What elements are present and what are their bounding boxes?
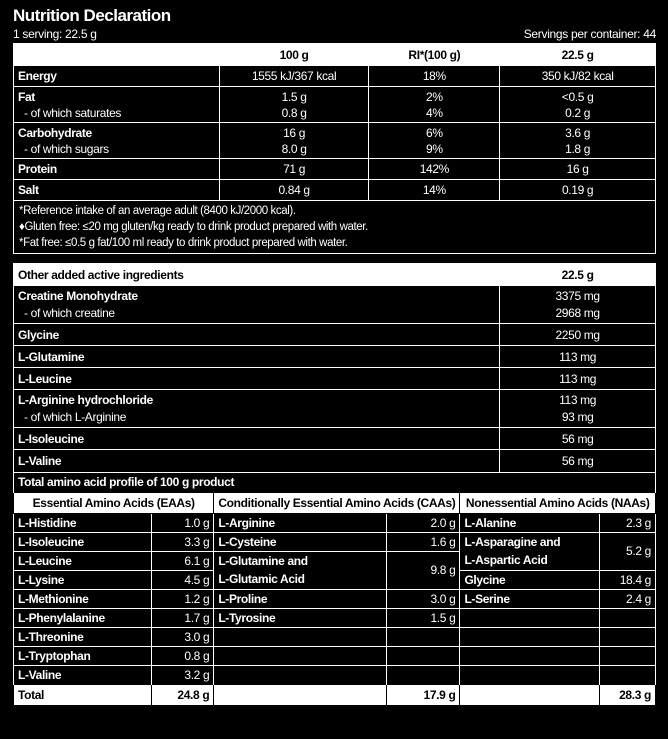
nutrition-cell <box>369 87 500 123</box>
naa-name: Glycine <box>460 570 600 589</box>
eaa-header: Essential Amino Acids (EAAs) <box>14 492 214 513</box>
footnotes <box>13 201 656 254</box>
empty-cell <box>387 646 460 665</box>
caa-name: L-Arginine <box>214 513 387 532</box>
caa-value: 9.8 g <box>387 551 460 589</box>
empty-cell <box>600 627 656 646</box>
active-sub-name: - of which creatine <box>24 305 115 320</box>
naa-value: 2.4 g <box>600 589 656 608</box>
amino-title-row <box>14 472 656 492</box>
active-name: L-Valine <box>14 450 500 472</box>
caa-name: L-Glutamine and <box>214 551 387 570</box>
naa-name: L-Serine <box>460 589 600 608</box>
active-value: 113 mg <box>500 368 656 390</box>
total-label: Total <box>14 684 152 705</box>
active-name: L-Arginine hydrochloride <box>18 392 153 407</box>
caa-name: L-Proline <box>214 589 387 608</box>
nutrition-header-1: 100 g <box>219 44 369 66</box>
nutrition-value: 1555 kJ/367 kcal <box>219 66 369 87</box>
naa-name: L-Aspartic Acid <box>460 551 600 570</box>
naa-value: 5.2 g <box>600 532 656 570</box>
active-header-label: Other added active ingredients <box>14 264 500 286</box>
eaa-value: 1.0 g <box>151 513 213 532</box>
nutrition-sub-value: 9% <box>426 141 443 156</box>
active-name-cell <box>14 390 500 428</box>
footnote: *Fat free: ≤0.5 g fat/100 ml ready to drink product prepared with water. <box>19 237 348 249</box>
active-row <box>14 346 656 368</box>
active-header-col: 22.5 g <box>500 264 656 286</box>
active-sub-value: 93 mg <box>561 409 594 424</box>
nutrition-row <box>14 87 656 123</box>
servings-per-container: Servings per container: 44 <box>523 27 656 41</box>
naa-name: L-Asparagine and <box>460 532 600 551</box>
naa-name: L-Alanine <box>460 513 600 532</box>
nutrition-cell <box>500 123 656 159</box>
nutrition-header-0 <box>14 44 220 66</box>
active-name: Glycine <box>14 324 500 346</box>
nutrition-name: Carbohydrate <box>18 125 92 140</box>
active-name: L-Isoleucine <box>14 428 500 450</box>
nutrition-value: 18% <box>369 66 500 87</box>
amino-row <box>14 532 656 551</box>
amino-row <box>14 551 656 570</box>
caa-header: Conditionally Essential Amino Acids (CAAs) <box>214 492 460 513</box>
eaa-value: 3.0 g <box>151 627 213 646</box>
eaa-total: 24.8 g <box>151 684 213 705</box>
amino-acid-table <box>13 472 656 706</box>
empty-cell <box>460 627 600 646</box>
nutrition-header-row <box>14 44 656 66</box>
eaa-name: L-Leucine <box>14 551 152 570</box>
empty-cell <box>214 646 387 665</box>
active-name: L-Glutamine <box>14 346 500 368</box>
active-name: Creatine Monohydrate <box>18 288 138 303</box>
footnote: *Reference intake of an average adult (8400 kJ/2000 kcal). <box>19 205 296 217</box>
eaa-name: L-Valine <box>14 665 152 684</box>
footnote: ♦Gluten free: ≤20 mg gluten/kg ready to drink product prepared with water. <box>19 221 368 233</box>
amino-header-row <box>14 492 656 513</box>
caa-name: L-Tyrosine <box>214 608 387 627</box>
naa-value: 18.4 g <box>600 570 656 589</box>
caa-total: 17.9 g <box>387 684 460 705</box>
eaa-name: L-Threonine <box>14 627 152 646</box>
eaa-value: 0.8 g <box>151 646 213 665</box>
nutrition-name-cell <box>14 87 220 123</box>
eaa-name: L-Isoleucine <box>14 532 152 551</box>
caa-value: 1.6 g <box>387 532 460 551</box>
active-name-cell <box>14 286 500 324</box>
nutrition-value: 3.6 g <box>565 125 591 140</box>
active-row <box>14 450 656 472</box>
amino-row <box>14 665 656 684</box>
nutrition-row <box>14 159 656 180</box>
eaa-value: 3.2 g <box>151 665 213 684</box>
nutrition-header-3: 22.5 g <box>500 44 656 66</box>
nutrition-header-2: RI*(100 g) <box>369 44 500 66</box>
active-row <box>14 390 656 428</box>
nutrition-cell <box>500 87 656 123</box>
nutrition-sub-value: 1.8 g <box>565 141 591 156</box>
eaa-value: 3.3 g <box>151 532 213 551</box>
caa-value: 1.5 g <box>387 608 460 627</box>
naa-header: Nonessential Amino Acids (NAAs) <box>460 492 656 513</box>
naa-total: 28.3 g <box>600 684 656 705</box>
nutrition-value: <0.5 g <box>561 89 594 104</box>
eaa-name: L-Tryptophan <box>14 646 152 665</box>
active-row <box>14 324 656 346</box>
serving-size: 1 serving: 22.5 g <box>13 27 97 41</box>
eaa-name: L-Methionine <box>14 589 152 608</box>
naa-value: 2.3 g <box>600 513 656 532</box>
amino-total-row <box>14 684 656 705</box>
amino-row <box>14 513 656 532</box>
caa-name: L-Cysteine <box>214 532 387 551</box>
nutrition-value: 0.19 g <box>500 180 656 201</box>
eaa-value: 1.7 g <box>151 608 213 627</box>
nutrition-value: 2% <box>426 89 443 104</box>
nutrition-name: Energy <box>14 66 220 87</box>
nutrition-sub-value: 4% <box>426 105 443 120</box>
amino-row <box>14 570 656 589</box>
active-value-cell <box>500 390 656 428</box>
nutrition-sub-value: 0.8 g <box>281 105 307 120</box>
nutrition-value: 0.84 g <box>219 180 369 201</box>
nutrition-name-cell <box>14 123 220 159</box>
caa-value: 2.0 g <box>387 513 460 532</box>
eaa-name: L-Phenylalanine <box>14 608 152 627</box>
eaa-value: 1.2 g <box>151 589 213 608</box>
nutrition-sub-value: 8.0 g <box>281 141 307 156</box>
active-value: 113 mg <box>559 392 597 407</box>
active-sub-name: - of which L-Arginine <box>24 409 127 424</box>
active-row <box>14 286 656 324</box>
active-value: 2250 mg <box>500 324 656 346</box>
nutrition-cell <box>219 123 369 159</box>
nutrition-row <box>14 66 656 87</box>
nutrition-table <box>13 43 656 201</box>
active-row <box>14 368 656 390</box>
page-title: Nutrition Declaration <box>13 6 171 25</box>
amino-title: Total amino acid profile of 100 g product <box>14 472 656 492</box>
nutrition-value: 71 g <box>219 159 369 180</box>
nutrition-value: 16 g <box>500 159 656 180</box>
amino-row <box>14 589 656 608</box>
active-sub-value: 2968 mg <box>555 305 600 320</box>
active-value: 3375 mg <box>555 288 600 303</box>
empty-cell <box>460 608 600 627</box>
nutrition-name: Protein <box>14 159 220 180</box>
nutrition-sub-name: - of which saturates <box>24 105 122 120</box>
active-value-cell <box>500 286 656 324</box>
empty-cell <box>600 665 656 684</box>
nutrition-value: 16 g <box>283 125 306 140</box>
empty-cell <box>460 665 600 684</box>
nutrition-name: Fat <box>18 89 35 104</box>
nutrition-value: 142% <box>369 159 500 180</box>
empty-cell <box>214 627 387 646</box>
amino-row <box>14 646 656 665</box>
empty-cell <box>387 665 460 684</box>
empty-cell <box>214 665 387 684</box>
caa-name: L-Glutamic Acid <box>214 570 387 589</box>
eaa-name: L-Histidine <box>14 513 152 532</box>
nutrition-name: Salt <box>14 180 220 201</box>
nutrition-cell <box>369 123 500 159</box>
active-name: L-Leucine <box>14 368 500 390</box>
caa-total-spacer <box>214 684 387 705</box>
empty-cell <box>387 627 460 646</box>
eaa-name: L-Lysine <box>14 570 152 589</box>
serving-info <box>13 27 656 41</box>
nutrition-value: 6% <box>426 125 443 140</box>
amino-row <box>14 627 656 646</box>
active-row <box>14 428 656 450</box>
naa-total-spacer <box>460 684 600 705</box>
nutrition-row <box>14 180 656 201</box>
active-ingredients-table <box>13 263 656 472</box>
nutrition-sub-value: 0.2 g <box>565 105 591 120</box>
active-value: 56 mg <box>500 450 656 472</box>
nutrition-sub-name: - of which sugars <box>24 141 109 156</box>
eaa-value: 6.1 g <box>151 551 213 570</box>
empty-cell <box>600 608 656 627</box>
caa-value: 3.0 g <box>387 589 460 608</box>
nutrition-value: 14% <box>369 180 500 201</box>
empty-cell <box>460 646 600 665</box>
nutrition-value: 1.5 g <box>281 89 307 104</box>
nutrition-label <box>13 6 656 706</box>
active-value: 56 mg <box>500 428 656 450</box>
nutrition-value: 350 kJ/82 kcal <box>500 66 656 87</box>
empty-cell <box>600 646 656 665</box>
active-header-row <box>14 264 656 286</box>
amino-row <box>14 608 656 627</box>
nutrition-cell <box>219 87 369 123</box>
nutrition-row <box>14 123 656 159</box>
eaa-value: 4.5 g <box>151 570 213 589</box>
active-value: 113 mg <box>500 346 656 368</box>
